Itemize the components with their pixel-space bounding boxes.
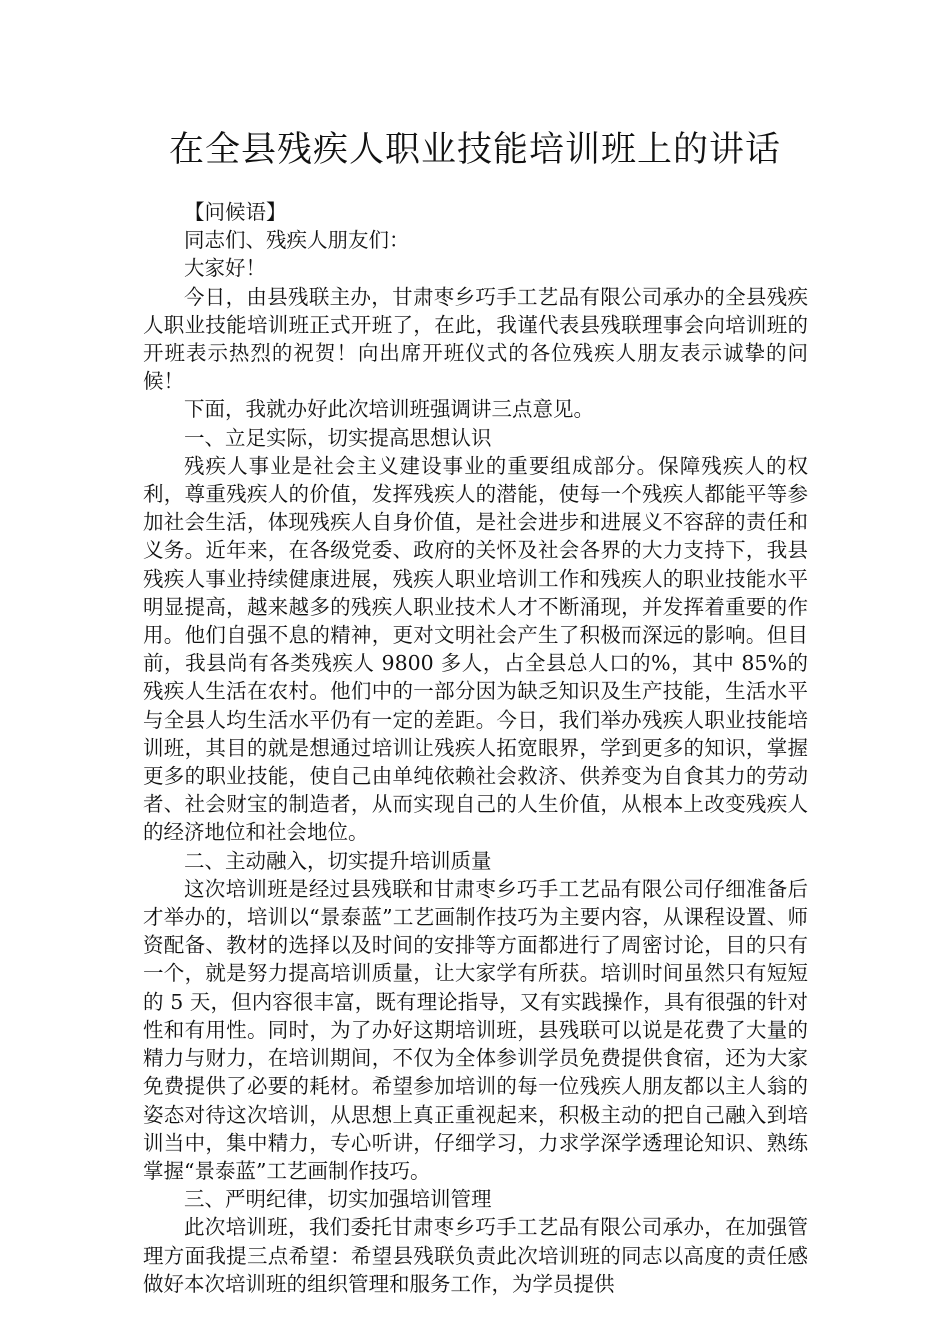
section-heading-3: 三、严明纪律，切实加强培训管理 — [184, 1187, 492, 1212]
salutation: 同志们、残疾人朋友们： — [184, 228, 410, 253]
section-paragraph-3: 此次培训班，我们委托甘肃枣乡巧手工艺品有限公司承办，在加强管理方面我提三点希望：希望县残联负责此次培训班的同志以高度的责任感做好本次培训班的组织管理和服务工作，为学员提供 — [143, 1215, 808, 1296]
section-paragraph-1: 残疾人事业是社会主义建设事业的重要组成部分。保障残疾人的权利，尊重残疾人的价值，发挥残疾人的潜能，使每一个残疾人都能平等参加社会生活，体现残疾人自身价值，是社会进步和进展义不容辞的责任和义务。近年来，在各级党委、政府的关怀及社会各界的大力支持下，我县残疾人事业持续健康进展，残疾人职业培训工作和残疾人的职业技能水平明显提高，越来越多的残疾人职业技术人才不断涌现，并发挥着重要的作用。他们自强不息的精神，更对文明社会产生了积极而深远的影响。但目前，我县尚有各类残疾人 9800 多人，占全县总人口的%，其中 85%的残疾人生活在农村。他们中的一部分因为缺乏知识及生产技能，生活水平与全县人均生活水平仍有一定的差距。今日，我们举办残疾人职业技能培训班，其目的就是想通过培训让残疾人拓宽眼界，学到更多的知识，掌握更多的职业技能，使自己由单纯依赖社会救济、供养变为自食其力的劳动者、社会财宝的制造者，从而实现自己的人生价值，从根本上改变残疾人的经济地位和社会地位。 — [143, 453, 808, 845]
section-heading-1: 一、立足实际，切实提高思想认识 — [184, 425, 492, 450]
greeting-heading: 【问候语】 — [184, 200, 287, 224]
section-heading-2: 二、主动融入，切实提升培训质量 — [184, 848, 492, 873]
opening-paragraph: 今日，由县残联主办，甘肃枣乡巧手工艺品有限公司承办的全县残疾人职业技能培训班正式开班了，在此，我谨代表县残联理事会向培训班的开班表示热烈的祝贺！向出席开班仪式的各位残疾人朋友表示诚挚的问候！ — [143, 284, 808, 394]
intro-paragraph: 下面，我就办好此次培训班强调讲三点意见。 — [184, 397, 594, 422]
section-paragraph-2: 这次培训班是经过县残联和甘肃枣乡巧手工艺品有限公司仔细准备后才举办的，培训以“景泰蓝”工艺画制作技巧为主要内容，从课程设置、师资配备、教材的选择以及时间的安排等方面都进行了周密讨论，目的只有一个，就是努力提高培训质量，让大家学有所获。培训时间虽然只有短短的 5 天，但内容很丰富，既有理论指导，又有实践操作，具有很强的针对性和有用性。同时，为了办好这期培训班，县残联可以说是花费了大量的精力与财力，在培训期间，不仅为全体参训学员免费提供食宿，还为大家免费提供了必要的耗材。希望参加培训的每一位残疾人朋友都以主人翁的姿态对待这次培训，从思想上真正重视起来，积极主动的把自己融入到培训当中，集中精力，专心听讲，仔细学习，力求学深学透理论知识、熟练掌握“景泰蓝”工艺画制作技巧。 — [143, 876, 808, 1183]
document-title: 在全县残疾人职业技能培训班上的讲话 — [168, 130, 781, 170]
greeting: 大家好！ — [184, 256, 266, 281]
document-body — [143, 198, 808, 1298]
